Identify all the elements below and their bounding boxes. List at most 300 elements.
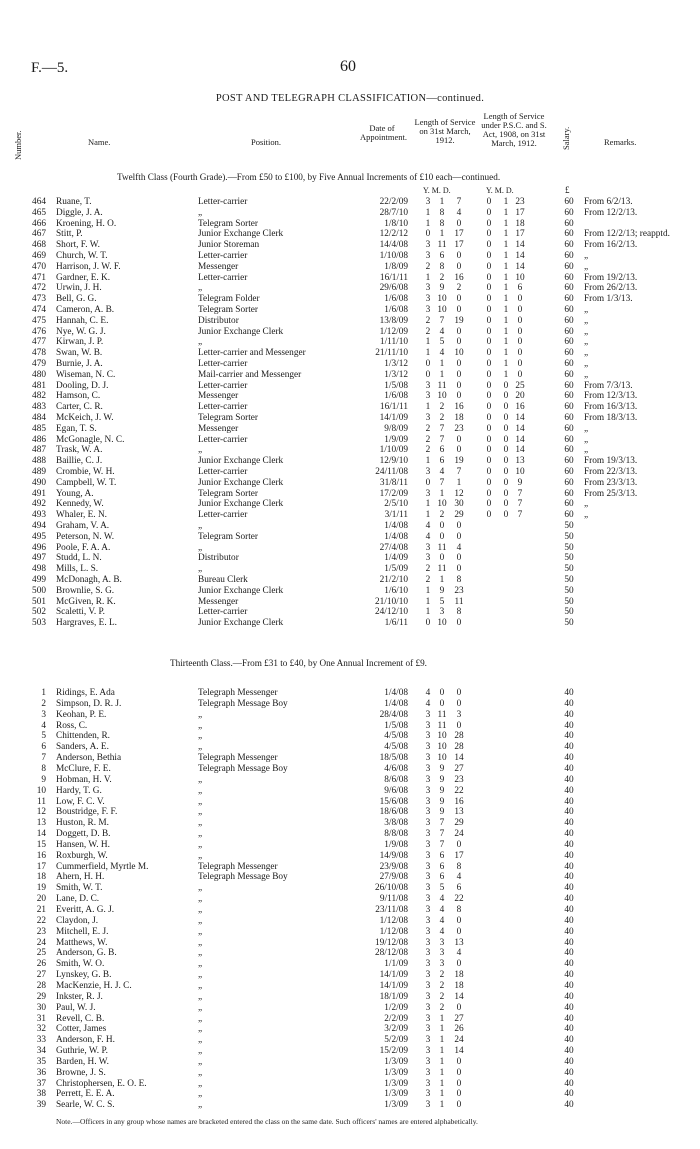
row-date: 14/4/08 bbox=[379, 240, 408, 251]
row-salary: 40 bbox=[564, 818, 574, 829]
table-row bbox=[0, 970, 700, 981]
table-row bbox=[0, 1014, 700, 1025]
row-psc-months: 0 bbox=[503, 391, 509, 402]
row-years: 3 bbox=[425, 720, 431, 731]
row-years: 3 bbox=[425, 1089, 431, 1100]
row-salary: 40 bbox=[564, 1100, 574, 1111]
row-psc-days: 18 bbox=[515, 218, 525, 229]
row-number: 22 bbox=[36, 915, 46, 926]
row-psc-days: 23 bbox=[515, 197, 525, 207]
row-days: 0 bbox=[456, 698, 462, 709]
row-remarks: From 1/3/13. bbox=[584, 294, 633, 305]
row-years: 2 bbox=[425, 261, 431, 272]
row-date: 18/6/08 bbox=[379, 807, 408, 818]
row-psc-months: 1 bbox=[503, 283, 509, 294]
row-date: 1/4/09 bbox=[384, 553, 408, 564]
row-days: 0 bbox=[456, 337, 462, 348]
row-psc-years: 0 bbox=[486, 467, 492, 477]
table-row bbox=[0, 543, 700, 554]
row-days: 0 bbox=[456, 261, 462, 272]
row-position: Junior Exchange Clerk bbox=[198, 585, 284, 596]
row-psc-months: 0 bbox=[503, 499, 509, 510]
row-number: 4 bbox=[41, 720, 46, 731]
row-days: 0 bbox=[456, 531, 462, 542]
row-days: 0 bbox=[456, 1067, 462, 1078]
row-years: 2 bbox=[425, 445, 431, 456]
row-date: 14/1/09 bbox=[379, 980, 408, 991]
row-salary: 40 bbox=[564, 796, 574, 807]
row-days: 22 bbox=[454, 785, 464, 796]
row-position: Distributor bbox=[198, 315, 239, 326]
row-date: 1/6/08 bbox=[384, 294, 408, 305]
row-months: 7 bbox=[439, 423, 445, 434]
row-position: Junior Storeman bbox=[198, 240, 260, 251]
row-position: Junior Exchange Clerk bbox=[198, 618, 284, 629]
row-years: 3 bbox=[425, 883, 431, 894]
row-salary: 60 bbox=[564, 488, 574, 499]
row-number: 500 bbox=[32, 585, 46, 596]
row-days: 2 bbox=[456, 283, 462, 294]
header-remarks: Remarks. bbox=[604, 137, 637, 147]
row-salary: 40 bbox=[564, 861, 574, 872]
row-name: McClure, F. E. bbox=[56, 763, 111, 774]
row-position: „ bbox=[198, 542, 203, 553]
row-date: 29/6/08 bbox=[379, 283, 408, 294]
row-days: 4 bbox=[456, 207, 462, 218]
row-psc-years: 0 bbox=[486, 380, 492, 391]
row-years: 3 bbox=[425, 991, 431, 1002]
row-months: 1 bbox=[439, 1078, 445, 1089]
row-number: 9 bbox=[41, 774, 46, 785]
page-title: POST AND TELEGRAPH CLASSIFICATION—continued. bbox=[215, 93, 485, 104]
row-months: 7 bbox=[439, 839, 445, 850]
row-days: 4 bbox=[456, 872, 462, 883]
row-psc-years: 0 bbox=[486, 499, 492, 510]
row-psc-months: 1 bbox=[503, 305, 509, 315]
row-date: 19/12/08 bbox=[374, 937, 408, 948]
row-date: 1/3/12 bbox=[384, 369, 408, 380]
row-salary: 40 bbox=[564, 1067, 574, 1078]
row-date: 1/4/08 bbox=[384, 688, 408, 698]
row-date: 27/9/08 bbox=[379, 872, 408, 883]
row-name: Keohan, P. E. bbox=[56, 709, 107, 720]
row-number: 26 bbox=[36, 959, 46, 970]
row-number: 474 bbox=[32, 305, 46, 315]
row-number: 494 bbox=[32, 521, 46, 531]
row-days: 0 bbox=[456, 1078, 462, 1089]
row-days: 8 bbox=[456, 607, 462, 618]
row-position: „ bbox=[198, 915, 203, 926]
row-salary: 60 bbox=[564, 251, 574, 261]
row-salary: 40 bbox=[564, 709, 574, 720]
row-salary: 40 bbox=[564, 1002, 574, 1013]
row-name: Burnie, J. A. bbox=[56, 359, 103, 369]
row-months: 0 bbox=[439, 521, 445, 531]
row-psc-days: 0 bbox=[517, 305, 523, 315]
row-number: 493 bbox=[32, 510, 46, 521]
row-salary: 60 bbox=[564, 402, 574, 413]
row-months: 1 bbox=[439, 1067, 445, 1078]
row-psc-years: 0 bbox=[486, 272, 492, 283]
row-position: Letter-carrier bbox=[198, 467, 248, 477]
row-number: 30 bbox=[36, 1002, 46, 1013]
row-salary: 60 bbox=[564, 197, 574, 207]
row-salary: 40 bbox=[564, 742, 574, 753]
row-number: 496 bbox=[32, 542, 46, 553]
row-position: „ bbox=[198, 1089, 203, 1100]
row-number: 5 bbox=[41, 731, 46, 742]
row-days: 19 bbox=[454, 456, 464, 467]
row-name: Hargraves, E. L. bbox=[56, 618, 118, 629]
row-psc-years: 0 bbox=[486, 348, 492, 359]
row-position: „ bbox=[198, 709, 203, 720]
row-name: Poole, F. A. A. bbox=[56, 542, 111, 553]
table-row bbox=[0, 1089, 700, 1100]
row-salary: 60 bbox=[564, 434, 574, 445]
row-number: 34 bbox=[36, 1046, 46, 1057]
row-remarks: From 18/3/13. bbox=[584, 413, 638, 423]
row-name: Campbell, W. T. bbox=[56, 477, 117, 488]
corner-label: F.—5. bbox=[31, 60, 69, 76]
row-number: 6 bbox=[41, 742, 46, 753]
table-row bbox=[0, 916, 700, 927]
row-date: 1/9/09 bbox=[384, 434, 408, 445]
row-salary: 40 bbox=[564, 1046, 574, 1057]
row-number: 11 bbox=[37, 796, 46, 807]
row-date: 1/4/08 bbox=[384, 698, 408, 709]
row-number: 39 bbox=[36, 1100, 46, 1111]
row-years: 1 bbox=[425, 596, 431, 607]
table-row bbox=[0, 316, 700, 327]
row-months: 10 bbox=[437, 305, 447, 315]
row-years: 3 bbox=[425, 894, 431, 905]
row-months: 7 bbox=[439, 829, 445, 840]
row-date: 9/11/08 bbox=[379, 894, 408, 905]
row-position: Letter-carrier bbox=[198, 402, 248, 413]
row-months: 3 bbox=[439, 948, 445, 959]
row-salary: 40 bbox=[564, 850, 574, 861]
row-remarks: From 16/3/13. bbox=[584, 402, 638, 413]
row-psc-days: 14 bbox=[515, 445, 525, 456]
row-position: „ bbox=[198, 850, 203, 861]
row-days: 8 bbox=[456, 905, 462, 915]
table-row bbox=[0, 391, 700, 402]
row-years: 1 bbox=[425, 607, 431, 618]
row-position: „ bbox=[198, 818, 203, 829]
row-days: 16 bbox=[454, 402, 464, 413]
row-remarks: From 6/2/13. bbox=[584, 197, 633, 207]
row-position: „ bbox=[198, 207, 203, 218]
row-years: 3 bbox=[425, 980, 431, 991]
row-months: 9 bbox=[439, 283, 445, 294]
row-salary: 60 bbox=[564, 380, 574, 391]
row-remarks: From 16/2/13. bbox=[584, 240, 638, 251]
row-name: Church, W. T. bbox=[56, 251, 108, 261]
row-salary: 60 bbox=[564, 369, 574, 380]
row-number: 28 bbox=[36, 980, 46, 991]
row-position: Letter-carrier and Messenger bbox=[198, 348, 306, 359]
row-years: 0 bbox=[425, 229, 431, 240]
row-name: Matthews, W. bbox=[56, 937, 108, 948]
row-position: Mail-carrier and Messenger bbox=[198, 369, 302, 380]
row-years: 2 bbox=[425, 575, 431, 585]
row-days: 1 bbox=[456, 477, 462, 488]
header-length-2: Length of Service under P.S.C. and S. Act, 1908, on 31st March, 1912. bbox=[481, 111, 547, 148]
row-days: 0 bbox=[456, 218, 462, 229]
row-months: 11 bbox=[437, 240, 447, 251]
row-name: Harrison, J. W. F. bbox=[56, 261, 121, 272]
row-date: 1/8/10 bbox=[384, 218, 408, 229]
row-remarks: From 19/2/13. bbox=[584, 272, 638, 283]
row-remarks: „ bbox=[584, 359, 589, 369]
row-position: „ bbox=[198, 829, 203, 840]
row-name: Cummerfield, Myrtle M. bbox=[56, 861, 149, 872]
row-years: 3 bbox=[425, 709, 431, 720]
row-salary: 50 bbox=[564, 531, 574, 542]
row-remarks: „ bbox=[584, 369, 589, 380]
row-date: 1/11/10 bbox=[379, 337, 408, 348]
row-months: 1 bbox=[439, 1013, 445, 1024]
row-days: 23 bbox=[454, 585, 464, 596]
row-months: 7 bbox=[439, 477, 445, 488]
row-days: 29 bbox=[454, 510, 464, 521]
row-remarks: From 12/2/13; reapptd. bbox=[584, 229, 670, 240]
row-months: 10 bbox=[437, 753, 447, 764]
row-months: 10 bbox=[437, 618, 447, 629]
row-date: 1/5/09 bbox=[384, 564, 408, 575]
row-date: 1/4/08 bbox=[384, 521, 408, 531]
row-remarks: „ bbox=[584, 261, 589, 272]
row-number: 13 bbox=[36, 818, 46, 829]
row-date: 2/5/10 bbox=[384, 499, 408, 510]
row-days: 0 bbox=[456, 305, 462, 315]
row-psc-days: 0 bbox=[517, 369, 523, 380]
table-row bbox=[0, 764, 700, 775]
row-position: „ bbox=[198, 1056, 203, 1067]
row-psc-months: 0 bbox=[503, 510, 509, 521]
row-psc-years: 0 bbox=[486, 305, 492, 315]
row-position: „ bbox=[198, 1013, 203, 1024]
row-date: 1/12/08 bbox=[379, 926, 408, 937]
section-heading-twelfth: Twelfth Class (Fourth Grade).—From £50 to £100, by Five Annual Increments of £10 each—continued. bbox=[117, 172, 501, 182]
row-name: Browne, J. S. bbox=[56, 1067, 106, 1078]
row-salary: 40 bbox=[564, 991, 574, 1002]
row-psc-days: 14 bbox=[515, 251, 525, 261]
table-row bbox=[0, 359, 700, 370]
header-position: Position. bbox=[251, 137, 281, 147]
table-row bbox=[0, 521, 700, 532]
row-number: 31 bbox=[36, 1013, 46, 1024]
row-name: Claydon, J. bbox=[56, 915, 99, 926]
row-date: 9/8/09 bbox=[384, 423, 408, 434]
table-row bbox=[0, 797, 700, 808]
row-name: Cameron, A. B. bbox=[56, 305, 115, 315]
row-name: MacKenzie, H. J. C. bbox=[56, 980, 132, 991]
row-position: Telegram Folder bbox=[198, 294, 260, 305]
row-number: 481 bbox=[32, 380, 46, 391]
row-position: „ bbox=[198, 1067, 203, 1078]
row-days: 4 bbox=[456, 542, 462, 553]
row-date: 23/9/08 bbox=[379, 861, 408, 872]
row-date: 27/4/08 bbox=[379, 542, 408, 553]
row-number: 25 bbox=[36, 948, 46, 959]
row-number: 21 bbox=[36, 905, 46, 915]
table-row bbox=[0, 413, 700, 424]
row-position: Telegraph Messenger bbox=[198, 688, 278, 698]
row-years: 3 bbox=[425, 1100, 431, 1111]
row-salary: 60 bbox=[564, 477, 574, 488]
row-months: 1 bbox=[439, 1100, 445, 1111]
row-name: Chittenden, R. bbox=[56, 731, 110, 742]
row-psc-years: 0 bbox=[486, 326, 492, 337]
row-salary: 50 bbox=[564, 564, 574, 575]
row-date: 22/2/09 bbox=[379, 197, 408, 207]
row-name: Doggett, D. B. bbox=[56, 829, 111, 840]
row-date: 24/12/10 bbox=[374, 607, 408, 618]
row-salary: 60 bbox=[564, 218, 574, 229]
table-row bbox=[0, 478, 700, 489]
row-name: Gardner, E. K. bbox=[56, 272, 111, 283]
row-years: 0 bbox=[425, 618, 431, 629]
row-salary: 50 bbox=[564, 618, 574, 629]
row-days: 0 bbox=[456, 294, 462, 305]
row-position: Messenger bbox=[198, 423, 239, 434]
row-psc-months: 0 bbox=[503, 413, 509, 423]
row-position: Letter-carrier bbox=[198, 434, 248, 445]
row-psc-days: 13 bbox=[515, 456, 525, 467]
table-row bbox=[0, 807, 700, 818]
row-months: 2 bbox=[439, 980, 445, 991]
row-psc-years: 0 bbox=[486, 251, 492, 261]
row-name: Diggle, J. A. bbox=[56, 207, 103, 218]
table-row bbox=[0, 283, 700, 294]
row-date: 2/2/09 bbox=[384, 1013, 408, 1024]
table-row bbox=[0, 775, 700, 786]
row-name: Everitt, A. G. J. bbox=[56, 905, 115, 915]
row-date: 1/3/09 bbox=[384, 1056, 408, 1067]
row-days: 17 bbox=[454, 850, 464, 861]
row-salary: 40 bbox=[564, 1078, 574, 1089]
row-months: 2 bbox=[439, 272, 445, 283]
table-row bbox=[0, 553, 700, 564]
row-date: 1/6/08 bbox=[384, 391, 408, 402]
row-name: Bell, G. G. bbox=[56, 294, 97, 305]
row-years: 0 bbox=[425, 477, 431, 488]
row-number: 480 bbox=[32, 369, 46, 380]
row-position: „ bbox=[198, 445, 203, 456]
row-position: „ bbox=[198, 807, 203, 818]
row-psc-years: 0 bbox=[486, 391, 492, 402]
table-row bbox=[0, 564, 700, 575]
row-years: 3 bbox=[425, 380, 431, 391]
row-days: 0 bbox=[456, 926, 462, 937]
table-row bbox=[0, 862, 700, 873]
row-psc-months: 1 bbox=[503, 229, 509, 240]
row-years: 1 bbox=[425, 348, 431, 359]
table-row bbox=[0, 402, 700, 413]
row-number: 38 bbox=[36, 1089, 46, 1100]
row-name: Roxburgh, W. bbox=[56, 850, 108, 861]
row-salary: 60 bbox=[564, 499, 574, 510]
table-row bbox=[0, 510, 700, 521]
row-psc-days: 0 bbox=[517, 294, 523, 305]
row-years: 1 bbox=[425, 402, 431, 413]
row-salary: 60 bbox=[564, 272, 574, 283]
row-years: 1 bbox=[425, 218, 431, 229]
row-days: 17 bbox=[454, 240, 464, 251]
row-years: 3 bbox=[425, 542, 431, 553]
row-years: 2 bbox=[425, 315, 431, 326]
row-name: Whaler, E. N. bbox=[56, 510, 107, 521]
section-heading-thirteenth: Thirteenth Class.—From £31 to £40, by One Annual Increment of £9. bbox=[170, 658, 427, 668]
row-number: 8 bbox=[41, 763, 46, 774]
header-number: Number. bbox=[13, 130, 23, 160]
row-position: Telegraph Message Boy bbox=[198, 763, 288, 774]
row-days: 12 bbox=[454, 488, 464, 499]
row-remarks: From 23/3/13. bbox=[584, 477, 638, 488]
row-psc-months: 0 bbox=[503, 467, 509, 477]
row-psc-years: 0 bbox=[486, 207, 492, 218]
row-months: 9 bbox=[439, 585, 445, 596]
row-salary: 60 bbox=[564, 510, 574, 521]
row-psc-years: 0 bbox=[486, 315, 492, 326]
row-days: 19 bbox=[454, 315, 464, 326]
row-months: 1 bbox=[439, 359, 445, 369]
row-days: 7 bbox=[456, 197, 462, 207]
row-psc-years: 0 bbox=[486, 510, 492, 521]
row-days: 18 bbox=[454, 970, 464, 981]
row-psc-months: 0 bbox=[503, 445, 509, 456]
row-number: 497 bbox=[32, 553, 46, 564]
row-date: 1/9/08 bbox=[384, 839, 408, 850]
row-psc-days: 14 bbox=[515, 434, 525, 445]
row-months: 10 bbox=[437, 294, 447, 305]
row-date: 1/4/08 bbox=[384, 531, 408, 542]
row-remarks: From 7/3/13. bbox=[584, 380, 633, 391]
row-salary: 60 bbox=[564, 337, 574, 348]
table-row bbox=[0, 948, 700, 959]
table-row bbox=[0, 219, 700, 230]
row-salary: 40 bbox=[564, 905, 574, 915]
row-months: 8 bbox=[439, 261, 445, 272]
row-name: Barden, H. W. bbox=[56, 1056, 109, 1067]
row-number: 23 bbox=[36, 926, 46, 937]
row-number: 12 bbox=[36, 807, 46, 818]
row-date: 14/1/09 bbox=[379, 970, 408, 981]
row-name: McDonagh, A. B. bbox=[56, 575, 122, 585]
row-position: „ bbox=[198, 937, 203, 948]
row-salary: 40 bbox=[564, 688, 574, 698]
row-months: 0 bbox=[439, 698, 445, 709]
row-psc-days: 10 bbox=[515, 467, 525, 477]
table-row bbox=[0, 607, 700, 618]
row-name: Revell, C. B. bbox=[56, 1013, 105, 1024]
row-psc-months: 1 bbox=[503, 197, 509, 207]
table-row bbox=[0, 992, 700, 1003]
row-name: Mitchell, E. J. bbox=[56, 926, 109, 937]
row-days: 28 bbox=[454, 742, 464, 753]
row-position: „ bbox=[198, 970, 203, 981]
row-psc-years: 0 bbox=[486, 261, 492, 272]
row-date: 1/8/09 bbox=[384, 261, 408, 272]
row-psc-months: 1 bbox=[503, 251, 509, 261]
row-months: 5 bbox=[439, 883, 445, 894]
row-days: 13 bbox=[454, 807, 464, 818]
row-position: „ bbox=[198, 905, 203, 915]
row-days: 24 bbox=[454, 829, 464, 840]
table-row bbox=[0, 424, 700, 435]
row-date: 1/3/09 bbox=[384, 1100, 408, 1111]
